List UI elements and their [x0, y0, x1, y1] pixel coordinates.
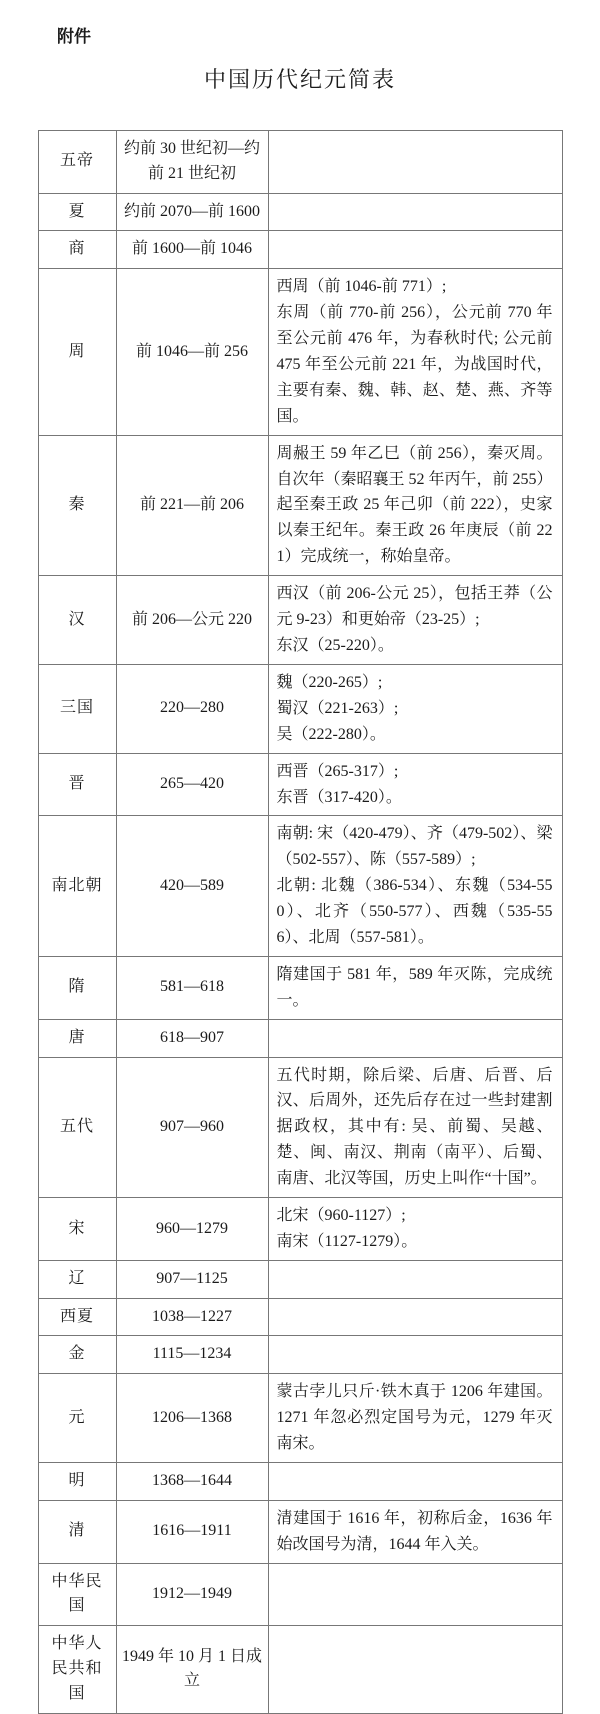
notes-cell	[268, 1336, 562, 1374]
period-cell: 约前 2070—前 1600	[116, 193, 268, 231]
dynasty-era-table	[38, 130, 563, 1714]
notes-cell	[268, 816, 562, 957]
table-row	[38, 1057, 562, 1198]
note-paragraph: 东汉（25-220）。	[276, 636, 394, 654]
notes-cell	[268, 231, 562, 269]
period-cell: 960—1279	[116, 1198, 268, 1261]
notes-cell	[268, 1019, 562, 1057]
table-row	[38, 231, 562, 269]
dynasty-name-cell: 西夏	[38, 1298, 116, 1336]
note-paragraph: 清建国于 1616 年，初称后金，1636 年始改国号为清，1644 年入关。	[276, 1509, 553, 1553]
table-row	[38, 435, 562, 576]
period-cell: 907—1125	[116, 1260, 268, 1298]
period-cell: 前 1046—前 256	[116, 269, 268, 435]
dynasty-name-cell: 明	[38, 1463, 116, 1501]
dynasty-era-table-body	[38, 131, 562, 1714]
dynasty-name-cell: 晋	[38, 753, 116, 816]
table-row	[38, 576, 562, 665]
dynasty-name-cell: 三国	[38, 664, 116, 753]
note-paragraph: 魏（220-265）;	[276, 673, 383, 691]
dynasty-name-cell: 隋	[38, 956, 116, 1019]
table-row	[38, 1198, 562, 1261]
period-cell: 420—589	[116, 816, 268, 957]
table-row	[38, 1626, 562, 1713]
table-row	[38, 1260, 562, 1298]
note-paragraph: 周赧王 59 年乙巳（前 256），秦灭周。自次年（秦昭襄王 52 年丙午，前 255）起至秦王政 25 年己卯（前 222），史家以秦王纪年。秦王政 26 年庚辰（前 221）完成统一，称始皇帝。	[276, 444, 553, 566]
period-cell: 前 206—公元 220	[116, 576, 268, 665]
dynasty-name-cell: 唐	[38, 1019, 116, 1057]
notes-cell	[268, 269, 562, 435]
note-paragraph: 西晋（265-317）;	[276, 762, 399, 780]
notes-cell	[268, 1057, 562, 1198]
dynasty-name-cell: 秦	[38, 435, 116, 576]
table-row	[38, 1298, 562, 1336]
period-cell: 220—280	[116, 664, 268, 753]
note-paragraph: 五代时期，除后梁、后唐、后晋、后汉、后周外，还先后存在过一些封建割据政权，其中有: 吴、前蜀、吴越、楚、闽、南汉、荆南（南平）、后蜀、南唐、北汉等国，历史上叫作“十国”。	[276, 1066, 553, 1188]
notes-cell	[268, 1563, 562, 1626]
period-cell: 前 221—前 206	[116, 435, 268, 576]
period-cell: 1912—1949	[116, 1563, 268, 1626]
attachment-label: 附件	[57, 27, 91, 47]
dynasty-name-cell: 五帝	[38, 131, 116, 194]
note-paragraph: 蒙古孛儿只斤·铁木真于 1206 年建国。1271 年忽必烈定国号为元，1279 年灭南宋。	[276, 1383, 553, 1453]
notes-cell	[268, 576, 562, 665]
notes-cell	[268, 435, 562, 576]
notes-cell	[268, 1626, 562, 1713]
notes-cell	[268, 1374, 562, 1463]
table-row	[38, 1463, 562, 1501]
note-paragraph: 南朝: 宋（420-479）、齐（479-502）、梁（502-557）、陈（557-589）;	[276, 825, 553, 869]
note-paragraph: 西周（前 1046-前 771）;	[276, 278, 447, 296]
dynasty-name-cell: 商	[38, 231, 116, 269]
notes-cell	[268, 956, 562, 1019]
note-paragraph: 蜀汉（221-263）;	[276, 699, 399, 717]
note-paragraph: 东晋（317-420）。	[276, 788, 402, 806]
period-cell: 1206—1368	[116, 1374, 268, 1463]
dynasty-name-cell: 周	[38, 269, 116, 435]
table-row	[38, 1374, 562, 1463]
table-row	[38, 816, 562, 957]
period-cell: 1368—1644	[116, 1463, 268, 1501]
table-row	[38, 956, 562, 1019]
dynasty-name-cell: 南北朝	[38, 816, 116, 957]
period-cell: 约前 30 世纪初—约前 21 世纪初	[116, 131, 268, 194]
page-title: 中国历代纪元简表	[203, 68, 396, 93]
dynasty-name-cell: 金	[38, 1336, 116, 1374]
note-paragraph: 西汉（前 206-公元 25），包括王莽（公元 9-23）和更始帝（23-25）;	[276, 585, 553, 629]
table-row	[38, 193, 562, 231]
period-cell: 1038—1227	[116, 1298, 268, 1336]
notes-cell	[268, 193, 562, 231]
table-row	[38, 1019, 562, 1057]
dynasty-name-cell: 五代	[38, 1057, 116, 1198]
notes-cell	[268, 1260, 562, 1298]
notes-cell	[268, 131, 562, 194]
period-cell: 618—907	[116, 1019, 268, 1057]
dynasty-name-cell: 中华人民共和国	[38, 1626, 116, 1713]
note-paragraph: 吴（222-280）。	[276, 725, 386, 743]
dynasty-name-cell: 夏	[38, 193, 116, 231]
dynasty-name-cell: 清	[38, 1500, 116, 1563]
table-row	[38, 1500, 562, 1563]
notes-cell	[268, 1298, 562, 1336]
period-cell: 1616—1911	[116, 1500, 268, 1563]
note-paragraph: 北宋（960-1127）;	[276, 1207, 406, 1225]
table-row	[38, 664, 562, 753]
table-row	[38, 1336, 562, 1374]
notes-cell	[268, 1198, 562, 1261]
table-row	[38, 131, 562, 194]
notes-cell	[268, 1463, 562, 1501]
dynasty-name-cell: 中华民国	[38, 1563, 116, 1626]
table-row	[38, 269, 562, 435]
note-paragraph: 北朝: 北魏（386-534）、东魏（534-550）、北齐（550-577）、西魏（535-556）、北周（557-581）。	[276, 877, 553, 947]
note-paragraph: 南宋（1127-1279）。	[276, 1232, 418, 1250]
period-cell: 1115—1234	[116, 1336, 268, 1374]
notes-cell	[268, 753, 562, 816]
period-cell: 265—420	[116, 753, 268, 816]
period-cell: 907—960	[116, 1057, 268, 1198]
table-row	[38, 753, 562, 816]
dynasty-name-cell: 元	[38, 1374, 116, 1463]
table-row	[38, 1563, 562, 1626]
dynasty-name-cell: 宋	[38, 1198, 116, 1261]
note-paragraph: 隋建国于 581 年，589 年灭陈，完成统一。	[276, 965, 553, 1009]
period-cell: 581—618	[116, 956, 268, 1019]
dynasty-name-cell: 汉	[38, 576, 116, 665]
dynasty-name-cell: 辽	[38, 1260, 116, 1298]
notes-cell	[268, 1500, 562, 1563]
note-paragraph: 东周（前 770-前 256），公元前 770 年至公元前 476 年，为春秋时代; 公元前 475 年至公元前 221 年，为战国时代，主要有秦、魏、韩、赵、楚、燕、齐等国。	[276, 304, 553, 425]
notes-cell	[268, 664, 562, 753]
period-cell: 前 1600—前 1046	[116, 231, 268, 269]
period-cell: 1949 年 10 月 1 日成立	[116, 1626, 268, 1713]
